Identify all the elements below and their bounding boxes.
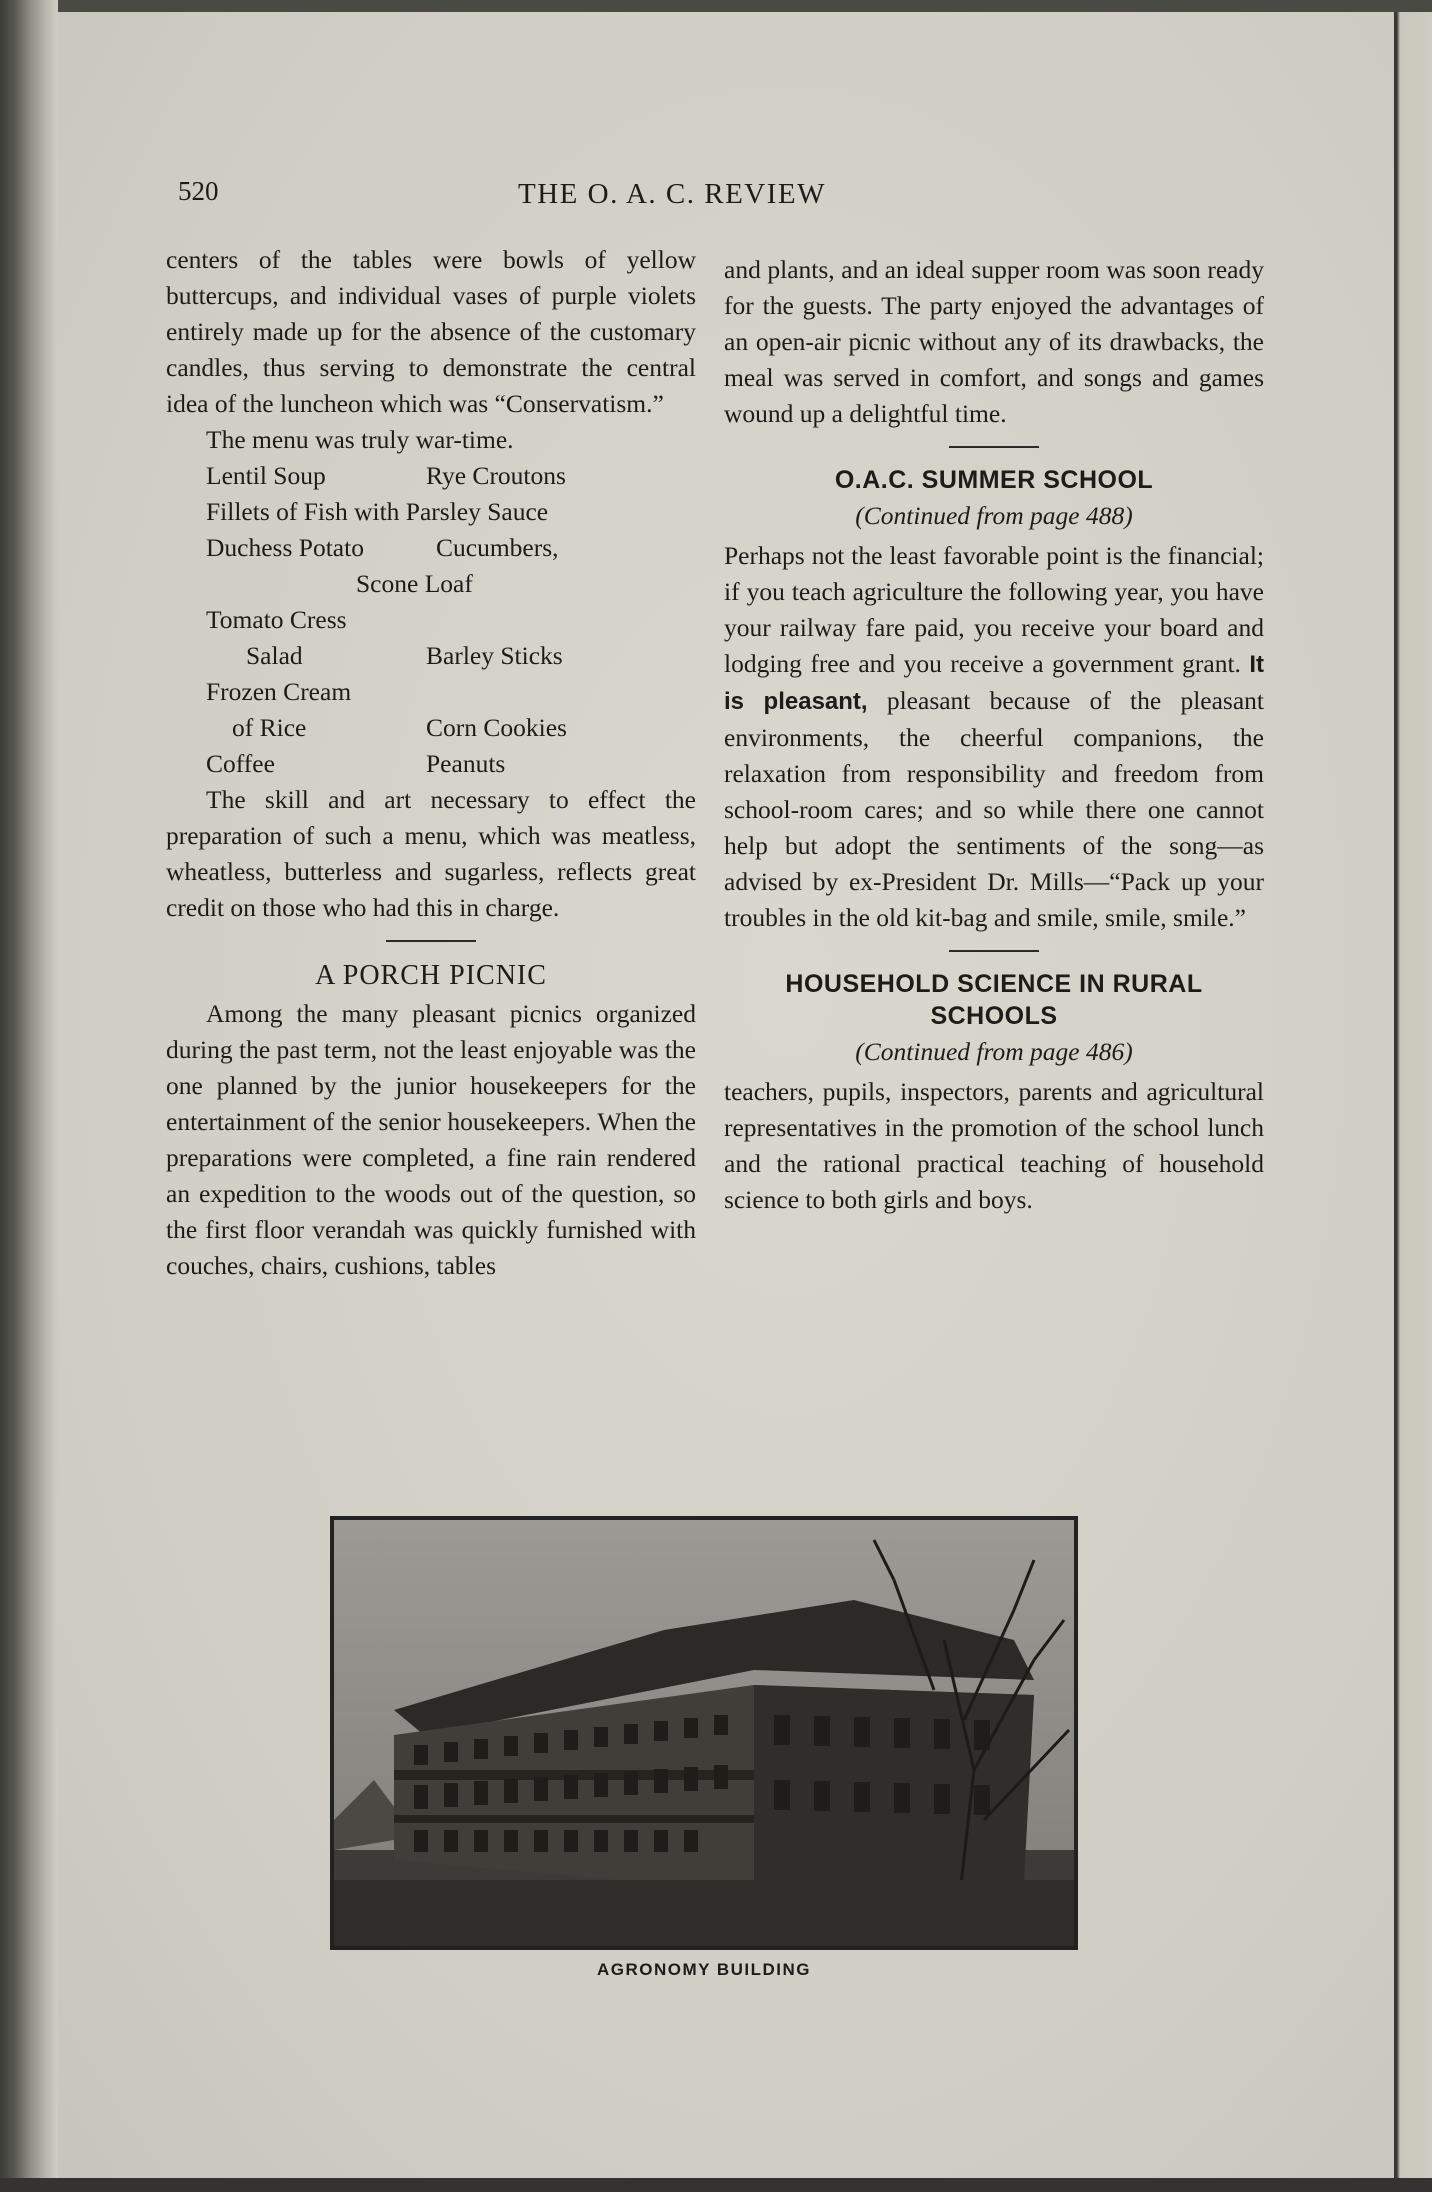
menu-row — [206, 602, 696, 638]
page-number: 520 — [178, 176, 219, 206]
menu-item: Duchess Potato — [206, 533, 364, 562]
porch-picnic-heading: A PORCH PICNIC — [315, 960, 547, 991]
scan-border-bottom — [0, 2178, 1432, 2192]
menu-item: Tomato Cress — [206, 605, 347, 634]
menu-item: Corn Cookies — [426, 713, 567, 742]
menu-item: Scone Loaf — [356, 569, 473, 598]
photo-caption: AGRONOMY BUILDING — [596, 1960, 812, 1979]
menu-row — [206, 458, 696, 494]
menu-row — [206, 674, 696, 710]
summer-school-continued-note: (Continued from page 488) — [855, 501, 1133, 530]
summer-school-body-text: pleasant because of the pleasant environments, the cheerful companions, the relaxation from responsibility and freedom from school-room cares; and so while there one cannot help but adopt the sentiments of the song—as advised by ex-President Dr. Mills—“Pack up your troubles in the old kit-bag and smile, smile, smile.” — [724, 686, 1264, 932]
porch-picnic-continued-body: and plants, and an ideal supper room was soon ready for the guests. The party enjoyed the advantages of an open-air picnic without any of its drawbacks, the meal was served in comfort, and songs and games wound up a delightful time. — [724, 255, 1264, 428]
menu-item: Barley Sticks — [426, 641, 563, 670]
menu-item: Cucumbers, — [436, 533, 559, 562]
menu-row — [206, 746, 696, 782]
household-science-body: teachers, pupils, inspectors, parents and agricultural representatives in the promotion of the school lunch and the rational practical teaching of household science to both girls and boys. — [724, 1077, 1264, 1214]
summer-school-emphasis: It is pleasant, — [724, 651, 1264, 715]
summer-school-heading: O.A.C. SUMMER SCHOOL — [834, 466, 1154, 494]
menu-item: Fillets of Fish with Parsley Sauce — [206, 497, 549, 526]
menu-item: of Rice — [232, 713, 307, 742]
menu-intro: The menu was truly war-time. — [206, 425, 514, 454]
luncheon-paragraph: centers of the tables were bowls of yellow buttercups, and individual vases of purple violets entirely made up for the absence of the customary candles, thus serving to demonstrate the central idea of the luncheon which was “Conservatism.” — [166, 245, 696, 418]
summer-school-body-text: Perhaps not the least favorable point is the financial; if you teach agriculture the following year, you have your railway fare paid, you receive your board and lodging free and you receive a government grant. — [724, 541, 1264, 678]
menu-row — [206, 530, 696, 566]
menu-list — [166, 458, 696, 782]
menu-item: Coffee — [206, 749, 275, 778]
menu-item: Peanuts — [426, 749, 506, 778]
menu-item: Salad — [246, 641, 303, 670]
menu-row — [206, 638, 696, 674]
agronomy-building-photo — [330, 1516, 1078, 1950]
menu-item: Frozen Cream — [206, 677, 352, 706]
household-science-continued-note: (Continued from page 486) — [855, 1037, 1133, 1066]
household-science-heading: HOUSEHOLD SCIENCE IN RURAL SCHOOLS — [785, 970, 1203, 1030]
menu-item: Rye Croutons — [426, 461, 566, 490]
book-spine-shadow — [0, 0, 58, 2192]
summer-school-body — [724, 538, 1264, 936]
menu-row — [206, 494, 696, 530]
menu-row — [206, 710, 696, 746]
running-head: THE O. A. C. REVIEW — [518, 178, 826, 210]
right-column — [724, 252, 1264, 1218]
building-illustration — [334, 1520, 1074, 1946]
menu-comment-paragraph: The skill and art necessary to effect the preparation of such a menu, which was meatless, wheatless, butterless and sugarless, reflects great credit on those who had this in charge. — [166, 785, 696, 922]
left-column — [166, 242, 696, 1284]
section-divider — [949, 950, 1039, 952]
section-divider — [949, 446, 1039, 448]
section-divider — [386, 940, 476, 942]
porch-picnic-body: Among the many pleasant picnics organized during the past term, not the least enjoyable was the one planned by the junior housekeepers for the entertainment of the senior housekeepers. When the preparations were completed, a fine rain rendered an expedition to the woods out of the question, so the first floor verandah was quickly furnished with couches, chairs, cushions, tables — [166, 999, 696, 1280]
menu-item: Lentil Soup — [206, 461, 326, 490]
next-page-edge — [1394, 12, 1432, 2178]
menu-row — [206, 566, 696, 602]
